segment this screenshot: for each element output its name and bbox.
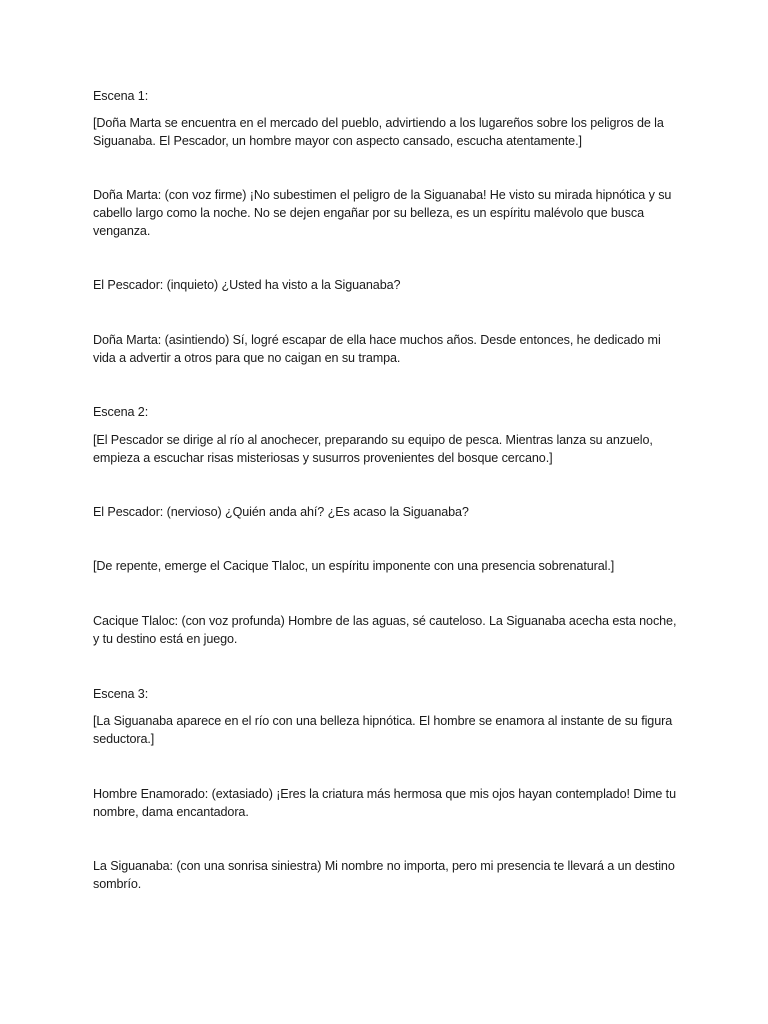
stage-direction-cacique: [De repente, emerge el Cacique Tlaloc, un espíritu imponente con una presencia sobrenatural.] [93, 559, 615, 573]
dialogue-dona-marta-2: Doña Marta: (asintiendo) Sí, logré escapar de ella hace muchos años. Desde entonces, he dedicado mi vida a advertir a otros para que no caigan en su trampa. [93, 333, 661, 365]
dialogue-hombre-enamorado: Hombre Enamorado: (extasiado) ¡Eres la criatura más hermosa que mis ojos hayan contemplado! Dime tu nombre, dama encantadora. [93, 787, 676, 819]
dialogue-cacique-tlaloc: Cacique Tlaloc: (con voz profunda) Hombre de las aguas, sé cauteloso. La Siguanaba acecha esta noche, y tu destino está en juego. [93, 614, 677, 646]
scene-3-heading: Escena 3: [93, 687, 149, 701]
scene-2-heading: Escena 2: [93, 405, 149, 419]
dialogue-pescador-1: El Pescador: (inquieto) ¿Usted ha visto a la Siguanaba? [93, 278, 401, 292]
dialogue-dona-marta-1: Doña Marta: (con voz firme) ¡No subestimen el peligro de la Siguanaba! He visto su mirada hipnótica y su cabello largo como la noche. No se dejen engañar por su belleza, es un espíritu malévolo que busca venganza. [93, 188, 672, 238]
dialogue-pescador-2: El Pescador: (nervioso) ¿Quién anda ahí? ¿Es acaso la Siguanaba? [93, 505, 469, 519]
scene-2-stage-direction: [El Pescador se dirige al río al anochecer, preparando su equipo de pesca. Mientras lanza su anzuelo, empieza a escuchar risas misteriosas y susurros provenientes del bosque cercano.] [93, 433, 653, 465]
dialogue-siguanaba: La Siguanaba: (con una sonrisa siniestra) Mi nombre no importa, pero mi presencia te llevará a un destino sombrío. [93, 859, 675, 891]
scene-1-heading: Escena 1: [93, 89, 149, 103]
scene-3-stage-direction: [La Siguanaba aparece en el río con una belleza hipnótica. El hombre se enamora al instante de su figura seductora.] [93, 714, 673, 746]
scene-1-stage-direction: [Doña Marta se encuentra en el mercado del pueblo, advirtiendo a los lugareños sobre los peligros de la Siguanaba. El Pescador, un hombre mayor con aspecto cansado, escucha atentamente.] [93, 116, 664, 148]
